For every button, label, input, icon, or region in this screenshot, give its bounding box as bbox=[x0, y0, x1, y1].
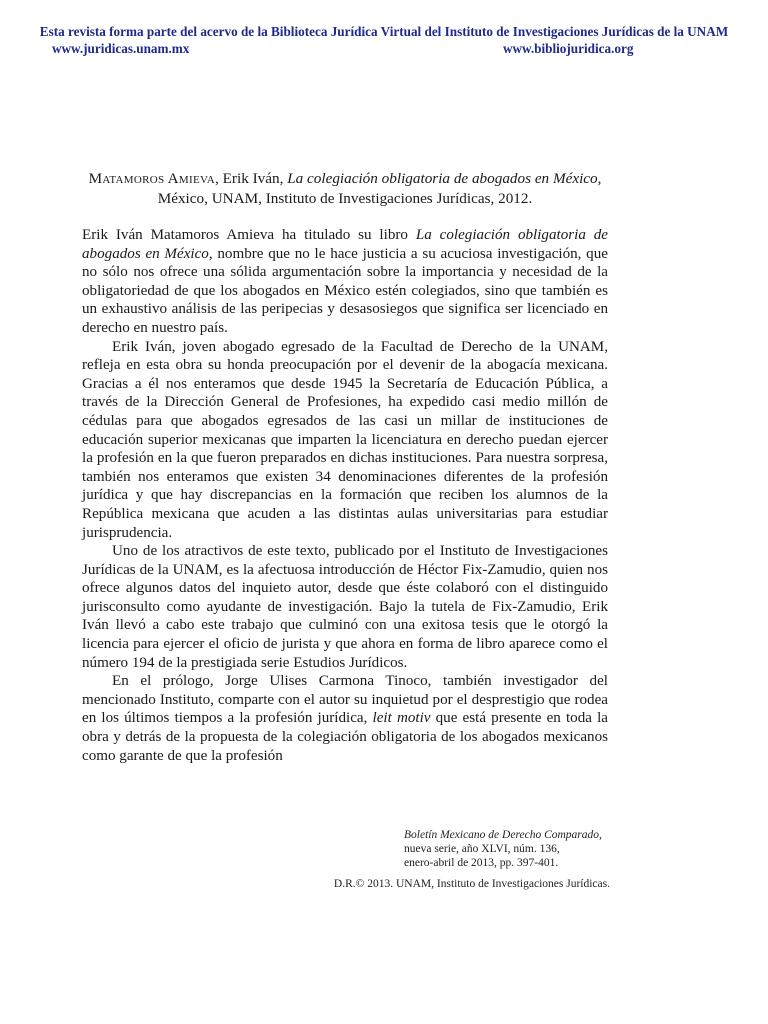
paragraph-2: Erik Iván, joven abogado egresado de la Facultad de Derecho de la UNAM, refleja en esta obra su honda preocupación por el devenir de la abogacía mexicana. Gracias a él nos enteramos que desde 1945 la Secretaría de Educación Pública, a través de la Dirección General de Profesiones, ha expedido casi medio millón de cédulas para que abogados egresados de las casi un millar de instituciones de educación superior mexicanas que imparten la licenciatura en derecho puedan ejercer la profesión en la que fueron preparados en dichas instituciones. Para nuestra sorpresa, también nos enteramos que existen 34 denominaciones diferentes de la profesión jurídica y que hay discrepancias en la formación que reciben los alumnos de la República mexicana que acuden a las distintas aulas universitarias para estudiar jurisprudencia. bbox=[82, 338, 608, 541]
journal-source: Boletín Mexicano de Derecho Comparado, nueva serie, año XLVI, núm. 136, enero-abril de 2013, pp. 397-401. bbox=[404, 828, 609, 870]
paragraph-4-leit-motiv: leit motiv bbox=[372, 710, 431, 727]
citation-book-title: La colegiación obligatoria de abogados en México bbox=[287, 170, 598, 187]
paragraph-4-text-a: En el prólogo, Jorge Ulises Carmona Tinoco, también investigador del mencionado Instituto, comparte con el autor su inquietud por el desprestigio que rodea en los últimos tiempos a la profesión jurídica, bbox=[82, 673, 608, 727]
journal-name: Boletín Mexicano de Derecho Comparado bbox=[404, 829, 600, 841]
journal-pages: enero-abril de 2013, pp. 397-401. bbox=[404, 857, 559, 869]
journal-issue: nueva serie, año XLVI, núm. 136, bbox=[404, 843, 560, 855]
paragraph-1 bbox=[82, 226, 608, 338]
paragraph-4-text-b: que está presente en toda la obra y detrás de la propuesta de la colegiación obligatoria de los abogados mexicanos como garante de que la profesión bbox=[82, 710, 608, 764]
paragraph-3: Uno de los atractivos de este texto, publicado por el Instituto de Investigaciones Jurídicas de la UNAM, es la afectuosa introducción de Héctor Fix-Zamudio, quien nos ofrece algunos datos del inquieto autor, desde que éste colaboró con el distinguido jurisconsulto como ayudante de investigación. Bajo la tutela de Fix-Zamudio, Erik Iván llevó a cabo este trabajo que culminó con una exitosa tesis que le otorgó la licencia para ejercer el oficio de jurista y que ahora en forma de libro aparece como el número 194 de la prestigiada serie Estudios Jurídicos. bbox=[82, 543, 608, 671]
paragraph-1-text-a: Erik Iván Matamoros Amieva ha titulado su libro bbox=[82, 227, 416, 243]
juridicas-link[interactable]: www.juridicas.unam.mx bbox=[52, 41, 190, 56]
book-citation bbox=[82, 169, 608, 209]
citation-publication: , México, UNAM, Instituto de Investigaciones Jurídicas, 2012. bbox=[157, 170, 602, 207]
paragraph-1-text-b: , nombre que no le hace justicia a su acuciosa investigación, que no sólo nos ofrece una sólida argumentación sobre la importancia y necesidad de la obligatoriedad de que los abogados en México estén colegiados, sino que también es un exhaustivo análisis de las peripecias y desasosiegos que significa ser licenciado en derecho en nuestro país. bbox=[82, 245, 608, 336]
paragraph-4 bbox=[82, 672, 608, 765]
bibliojuridica-link[interactable]: www.bibliojuridica.org bbox=[503, 41, 634, 56]
citation-author: Matamoros Amieva bbox=[88, 170, 216, 187]
review-body bbox=[82, 226, 608, 765]
banner-text: Esta revista forma parte del acervo de la Biblioteca Jurídica Virtual del Instituto de Investigaciones Jurídicas de la UNAM bbox=[39, 24, 729, 39]
repository-banner bbox=[0, 24, 768, 57]
paragraph-1-book-title: La colegiación obligatoria de abogados en México bbox=[82, 227, 608, 262]
copyright-notice: D.R.© 2013. UNAM, Instituto de Investigaciones Jurídicas. bbox=[333, 878, 610, 890]
citation-author-given: , Erik Iván, bbox=[215, 170, 288, 187]
